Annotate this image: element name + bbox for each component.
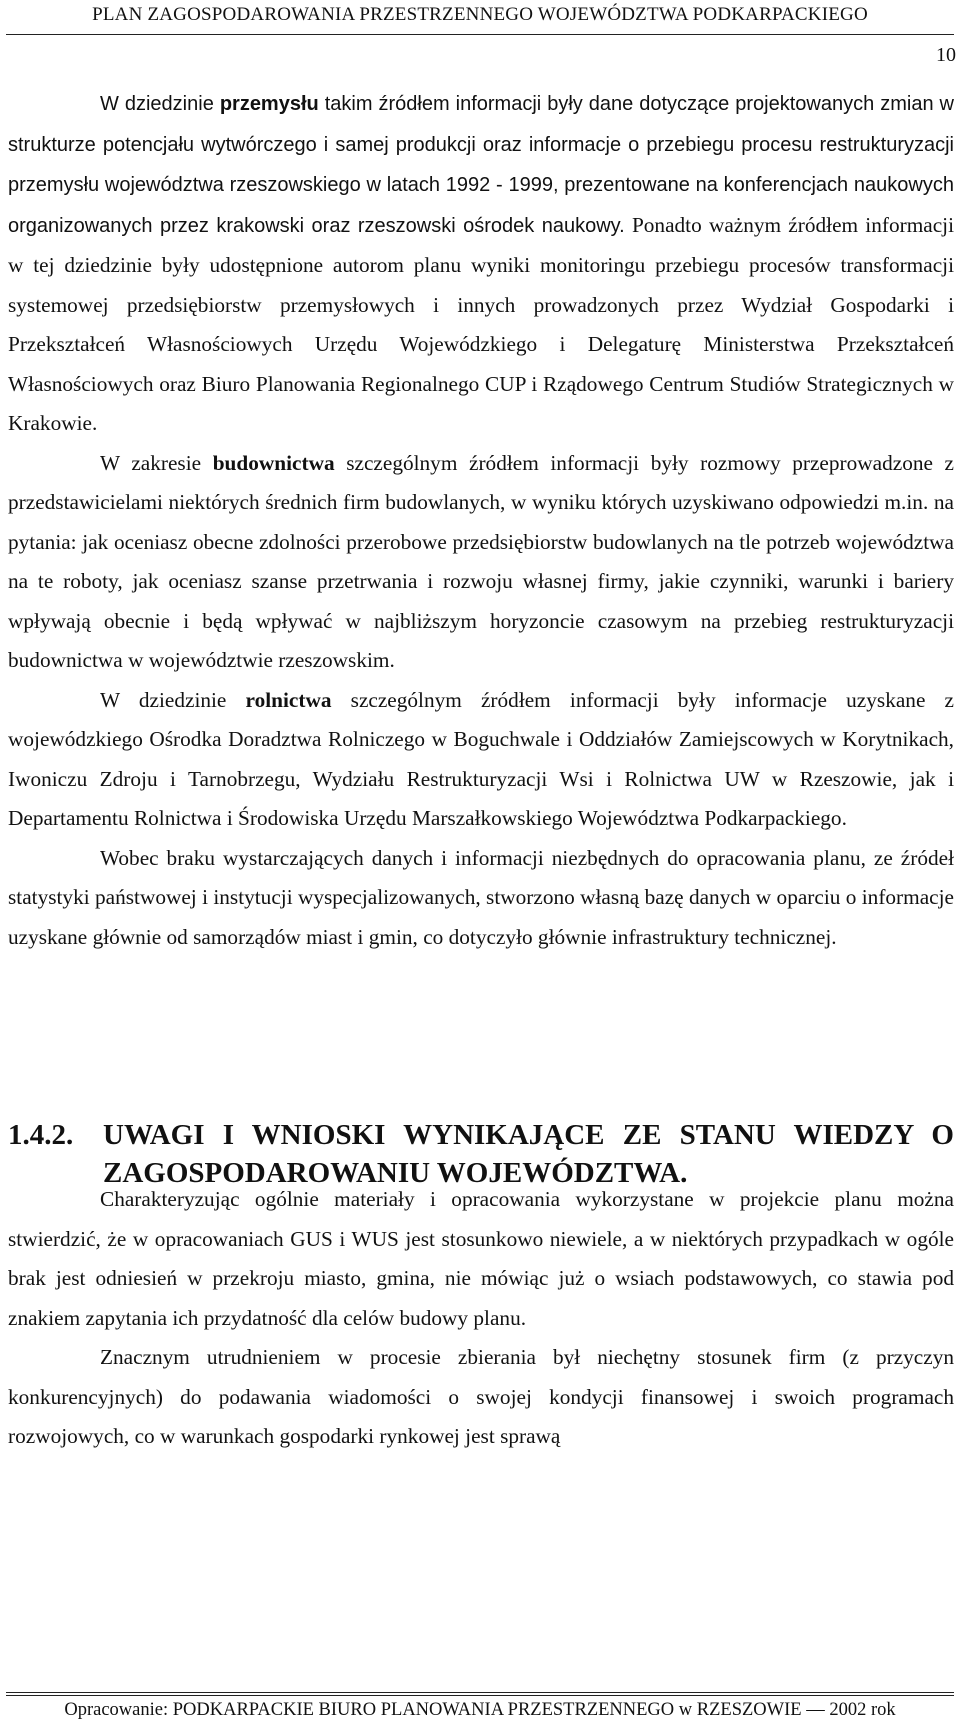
paragraph-materials: Charakteryzując ogólnie materiały i opracowania wykorzystane w projekcie planu można stwierdzić, że w opracowaniach GUS i WUS jest stosunkowo niewiele, a w niektórych przypadkach w ogóle brak jest odniesień w przekroju miasto, gmina, nie mówiąc już o wsiach podstawowych, co stawia pod znakiem zapytania ich przydatność dla celów budowy planu. (8, 1187, 954, 1330)
body-text-2 (8, 1180, 954, 1457)
footer-rule (6, 1692, 954, 1693)
section-title: UWAGI I WNIOSKI WYNIKAJĄCE ZE STANU WIEDZY O ZAGOSPODAROWANIU WOJEWÓDZTWA. (103, 1119, 954, 1189)
paragraph-difficulties: Znacznym utrudnieniem w procesie zbierania był niechętny stosunek firm (z przyczyn konkurencyjnych) do podawania wiadomości o swojej kondycji finansowej i swoich programach rozwojowych, co w warunkach gospodarki rynkowej jest sprawą (8, 1345, 954, 1448)
keyword-construction: budownictwa (212, 450, 335, 475)
footer-rule-2 (6, 1695, 954, 1696)
page-footer (0, 1692, 960, 1723)
header-rule (6, 34, 954, 35)
page-header (0, 0, 960, 38)
text-run: W dziedzinie (100, 687, 246, 712)
paragraph-database: Wobec braku wystarczających danych i informacji niezbędnych do opracowania planu, ze źródeł statystyki państwowej i instytucji wyspecjalizowanych, stworzono własną bazę danych w oparciu o informacje uzyskane głównie od samorządów miast i gmin, co dotyczyło głównie infrastruktury technicznej. (8, 845, 954, 949)
paragraph-industry (8, 84, 954, 444)
header-title: PLAN ZAGOSPODAROWANIA PRZESTRZENNEGO WOJEWÓDZTWA PODKARPACKIEGO (92, 4, 868, 25)
body-text (8, 84, 954, 957)
text-run: W dziedzinie (100, 93, 220, 115)
text-run: szczególnym źródłem informacji były rozmowy przeprowadzone z przedstawicielami niektórych średnich firm budowlanych, w wyniku których uzyskiwano odpowiedzi m.in. na pytania: jak oceniasz obecne zdolności przerobowe przedsiębiorstw budowlanych na tle potrzeb województwa na te roboty, jak oceniasz szanse przetrwania i rozwoju własnej firmy, jakie czynniki, warunki i bariery wpływają obecnie i będą wpływać w najbliższym horyzoncie czasowym na przebieg restrukturyzacji budownictwa w województwie rzeszowskim. (8, 450, 955, 672)
text-run: szczególnym źródłem informacji były informacje uzyskane z wojewódzkiego Ośrodka Doradztwa Rolniczego w Boguchwale i Oddziałów Zamiejscowych w Korytnikach, Iwoniczu Zdroju i Tarnobrzegu, Wydziału Restrukturyzacji Wsi i Rolnictwa UW w Rzeszowie, jak i Departamentu Rolnictwa i Środowiska Urzędu Marszałkowskiego Województwa Podkarpackiego. (8, 687, 954, 830)
keyword-industry: przemysłu (219, 93, 319, 115)
page-number: 10 (936, 44, 956, 66)
paragraph-construction (8, 444, 954, 681)
text-run: W zakresie (100, 450, 213, 475)
section-number: 1.4.2. (8, 1119, 74, 1151)
text-run: Ponadto ważnym źródłem informacji w tej dziedzinie były udostępnione autorom planu wyniki monitoringu przebiegu procesów transformacji systemowej przedsiębiorstw przemysłowych i innych prowadzonych przez Wydział Gospodarki i Przekształceń Własnościowych Urzędu Wojewódzkiego i Delegaturę Ministerstwa Przekształceń Własnościowych oraz Biuro Planowania Regionalnego CUP i Rządowego Centrum Studiów Strategicznych w Krakowie. (8, 212, 954, 435)
footer-text: Opracowanie: PODKARPACKIE BIURO PLANOWANIA PRZESTRZENNEGO w RZESZOWIE — 2002 rok (64, 1700, 896, 1720)
keyword-agriculture: rolnictwa (245, 687, 332, 712)
paragraph-agriculture (8, 681, 954, 839)
text-run: takim źródłem informacji były dane dotyczące projektowanych zmian w strukturze potencjału wytwórczego i samej produkcji oraz informacje o przebiegu procesu restrukturyzacji przemysłu województwa rzeszowskiego w latach 1992 - 1999, prezentowane na konferencjach naukowych organizowanych przez krakowski oraz rzeszowski ośrodek naukowy. (8, 93, 955, 237)
